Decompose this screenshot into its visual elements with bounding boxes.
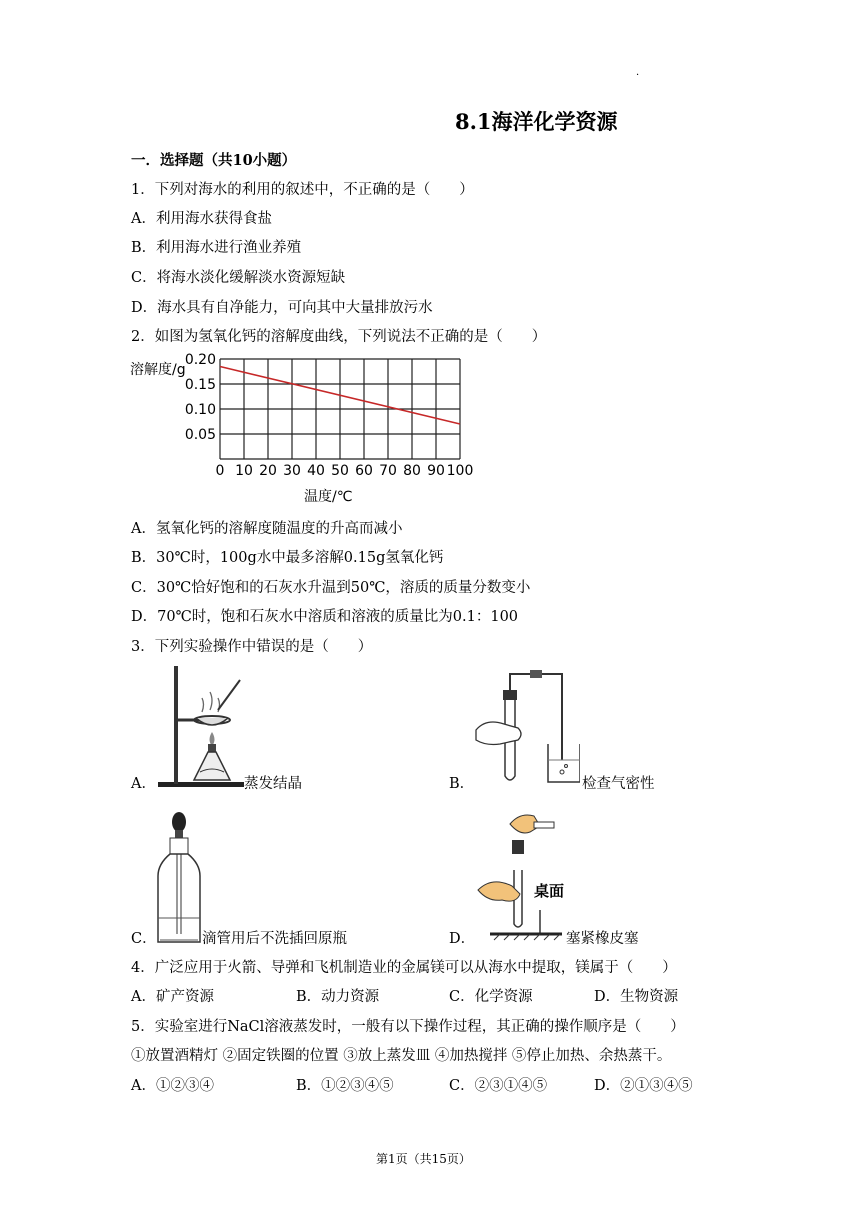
question-5-option-c: C．②③①④⑤ — [449, 1078, 548, 1094]
page-footer: 第1页（共15页） — [376, 1152, 471, 1166]
chart-xlabel: 温度/℃ — [304, 489, 353, 505]
figure-dropper-bottle — [154, 810, 204, 944]
chart-xtick-label: 60 — [355, 463, 373, 479]
chart-xticks — [216, 463, 474, 479]
question-3-option-c-letter: C． — [131, 931, 157, 947]
question-5-option-d: D．②①③④⑤ — [594, 1078, 693, 1094]
chart-xtick-label: 80 — [403, 463, 421, 479]
chart-xtick-label: 40 — [307, 463, 325, 479]
chart-ytick-label: 0.10 — [184, 402, 216, 418]
chart-yticks — [185, 352, 216, 443]
question-1-option-c: C．将海水淡化缓解淡水资源短缺 — [131, 270, 346, 286]
question-1-option-d: D．海水具有自净能力，可向其中大量排放污水 — [131, 300, 433, 316]
chart-xtick-label: 30 — [283, 463, 301, 479]
question-3-option-d-caption: 塞紧橡皮塞 — [566, 931, 639, 947]
question-5-steps: ①放置酒精灯 ②固定铁圈的位置 ③放上蒸发皿 ④加热搅拌 ⑤停止加热、余热蒸干。 — [131, 1048, 672, 1064]
question-5-stem: 5．实验室进行NaCl溶液蒸发时，一般有以下操作过程，其正确的操作顺序是（ ） — [131, 1019, 685, 1035]
chart-ylabel: 溶解度/g — [130, 362, 186, 378]
question-2-option-b: B．30℃时，100g水中最多溶解0.15g氢氧化钙 — [131, 550, 444, 566]
section-heading: 一．选择题（共10小题） — [131, 152, 297, 169]
question-5-option-a: A．①②③④ — [131, 1078, 214, 1094]
solubility-chart — [128, 350, 488, 510]
question-3-stem: 3．下列实验操作中错误的是（ ） — [131, 639, 373, 655]
chart-ytick-label: 0.05 — [184, 427, 216, 443]
chart-ytick-label: 0.20 — [184, 352, 216, 368]
question-3-option-b-letter: B． — [449, 776, 475, 792]
figure-evaporation — [150, 662, 250, 790]
question-5-option-b: B．①②③④⑤ — [296, 1078, 394, 1094]
chart-ytick-label: 0.15 — [184, 377, 216, 393]
chart-xtick-label: 70 — [379, 463, 397, 479]
question-2-option-a: A．氢氧化钙的溶解度随温度的升高而减小 — [131, 521, 403, 537]
question-4-option-d: D．生物资源 — [594, 989, 679, 1005]
question-2-stem: 2．如图为氢氧化钙的溶解度曲线，下列说法不正确的是（ ） — [131, 329, 547, 345]
question-2-option-c: C．30℃恰好饱和的石灰水升温到50℃，溶质的质量分数变小 — [131, 580, 531, 596]
question-1-stem: 1．下列对海水的利用的叙述中，不正确的是（ ） — [131, 182, 474, 198]
figure-stopper-table — [470, 806, 570, 942]
question-4-option-a: A．矿产资源 — [131, 989, 214, 1005]
question-3-option-a-letter: A． — [131, 776, 156, 792]
chart-xtick-label: 20 — [259, 463, 277, 479]
chart-xtick-label: 0 — [215, 463, 225, 479]
question-3-option-c-caption: 滴管用后不洗插回原瓶 — [202, 931, 347, 947]
figure-airtightness — [470, 668, 580, 788]
question-2-option-d: D．70℃时，饱和石灰水中溶质和溶液的质量比为0.1：100 — [131, 609, 519, 625]
question-4-option-b: B．动力资源 — [296, 989, 380, 1005]
figure-table-label: 桌面 — [534, 882, 565, 900]
corner-mark: · — [636, 70, 640, 81]
question-3-option-d-letter: D． — [449, 931, 476, 947]
question-3-option-a-caption: 蒸发结晶 — [244, 776, 302, 792]
chart-grid — [220, 359, 460, 459]
chart-xtick-label: 10 — [235, 463, 253, 479]
chart-xtick-label: 100 — [446, 463, 474, 479]
question-1-option-a: A．利用海水获得食盐 — [131, 211, 272, 227]
chart-xtick-label: 90 — [427, 463, 445, 479]
question-4-option-c: C．化学资源 — [449, 989, 533, 1005]
page-title: 8.1海洋化学资源 — [455, 109, 618, 134]
chart-xtick-label: 50 — [331, 463, 349, 479]
question-1-option-b: B．利用海水进行渔业养殖 — [131, 240, 302, 256]
question-3-option-b-caption: 检查气密性 — [582, 776, 655, 792]
question-4-stem: 4．广泛应用于火箭、导弹和飞机制造业的金属镁可以从海水中提取，镁属于（ ） — [131, 960, 677, 976]
